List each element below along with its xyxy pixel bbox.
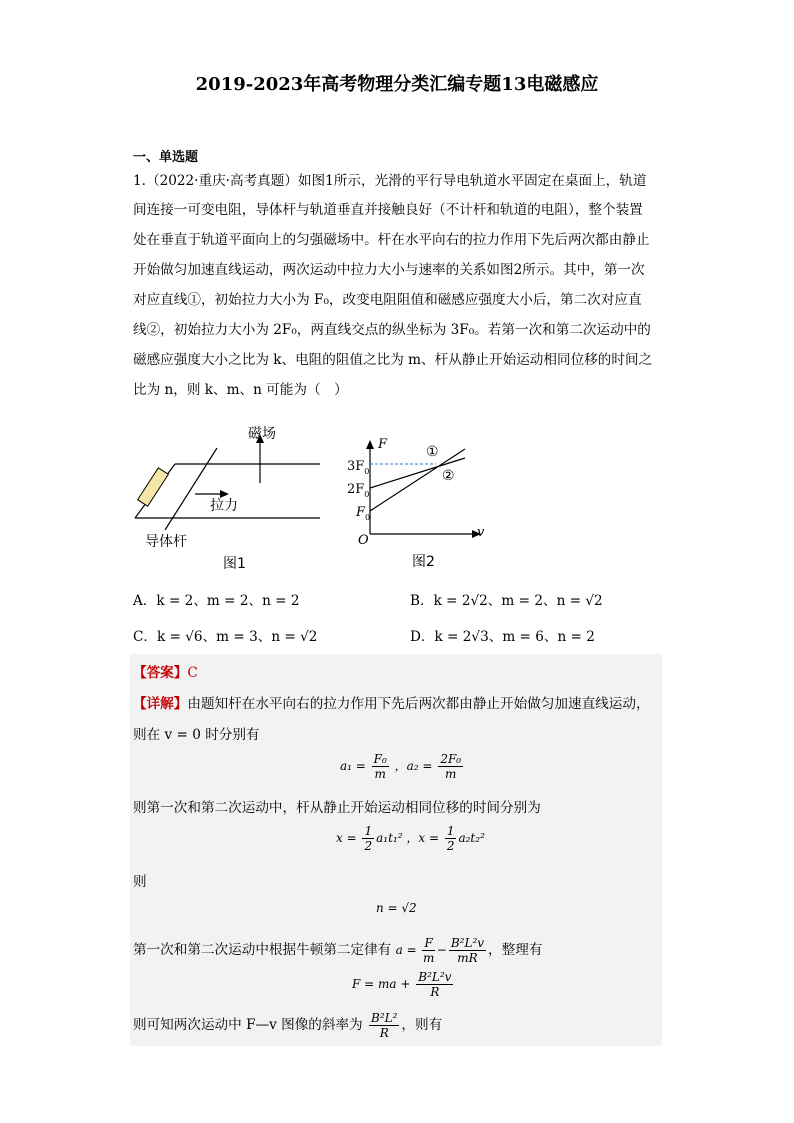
question-line: 线②，初始拉力大小为 2F₀，两直线交点的纵坐标为 3F₀。若第一次和第二次运动中的: [133, 322, 651, 338]
question-line: 开始做匀加速直线运动，两次运动中拉力大小与速率的关系如图2所示。其中，第一次: [133, 262, 645, 278]
force-label: 拉力: [210, 498, 238, 514]
line-1-label: ①: [426, 444, 439, 460]
detail-line-5: 第一次和第二次运动中根据牛顿第二定律有 a = $\frac{F}{m}$ − $\frac{\text{B²L²v}}{mR}$ ，整理有: [133, 936, 543, 965]
equation-force: F = ma + $\frac{\text{B²L²v}}{R}$: [352, 970, 452, 999]
detail-line-2: 则在 v = 0 时分别有: [133, 727, 260, 743]
figure-2-force-velocity-graph: [340, 436, 500, 576]
answer-line: [133, 661, 198, 681]
equation-displacements: x = $\frac{1}{2}$ a₁t₁² ，x = $\frac{1}{2}$ a₂t₂²: [336, 824, 485, 853]
equation-accelerations: a₁ = $\frac{\text{F₀}}{m}$ ，a₂ = $\frac{\text{2F₀}}{m}$: [340, 752, 462, 781]
section-heading: 一、单选题: [133, 150, 199, 165]
figure-1-caption: 图1: [223, 556, 246, 572]
y-axis-label: F: [378, 437, 388, 452]
page-title: 2019-2023年高考物理分类汇编专题13电磁感应: [195, 74, 599, 95]
rod-label: 导体杆: [145, 534, 187, 550]
field-label: 磁场: [248, 426, 276, 442]
detail-line-1: 【详解】由题知杆在水平向右的拉力作用下先后两次都由静止开始做匀加速直线运动，: [133, 696, 650, 712]
tick-f0: $F_0$: [356, 505, 371, 522]
option-c[interactable]: C．k = √6、m = 3、n = √2: [133, 629, 318, 645]
question-line: 间连接一可变电阻，导体杆与轨道垂直并接触良好（不计杆和轨道的电阻），整个装置: [133, 202, 643, 218]
question-line: 比为 n，则 k、m、n 可能为（ ）: [133, 382, 348, 398]
detail-label: 【详解】: [133, 696, 188, 712]
detail-line-4: 则: [133, 874, 147, 890]
option-a[interactable]: A．k = 2、m = 2、n = 2: [133, 593, 300, 609]
x-axis-label: v: [477, 525, 485, 540]
figure-2-caption: 图2: [412, 554, 435, 570]
option-b[interactable]: B．k = 2√2、m = 2、n = √2: [410, 593, 603, 609]
question-line: 1.（2022·重庆·高考真题）如图1所示，光滑的平行导电轨道水平固定在桌面上，轨道: [133, 173, 647, 189]
question-line: 对应直线①，初始拉力大小为 F₀，改变电阻阻值和磁感应强度大小后，第二次对应直: [133, 292, 642, 308]
line-2-label: ②: [442, 468, 455, 484]
question-line: 磁感应强度大小之比为 k、电阻的阻值之比为 m、杆从静止开始运动相同位移的时间之: [133, 352, 653, 368]
question-line: 处在垂直于轨道平面向上的匀强磁场中。杆在水平向右的拉力作用下先后两次都由静止: [133, 232, 650, 248]
option-d[interactable]: D．k = 2√3、m = 6、n = 2: [410, 629, 595, 645]
figure-1-rails-diagram: [125, 418, 335, 578]
answer-value: C: [187, 665, 198, 681]
equation-n: n = √2: [376, 901, 417, 915]
answer-label: 【答案】: [133, 665, 188, 681]
detail-line-3: 则第一次和第二次运动中，杆从静止开始运动相同位移的时间分别为: [133, 800, 541, 816]
tick-2f0: $2F_0$: [347, 482, 370, 499]
detail-line-6: 则可知两次运动中 F—v 图像的斜率为 $\frac{\text{B²L²}}{R}$ ，则有: [133, 1011, 443, 1040]
tick-3f0: $3F_0$: [347, 459, 370, 476]
origin-label: O: [358, 533, 369, 548]
